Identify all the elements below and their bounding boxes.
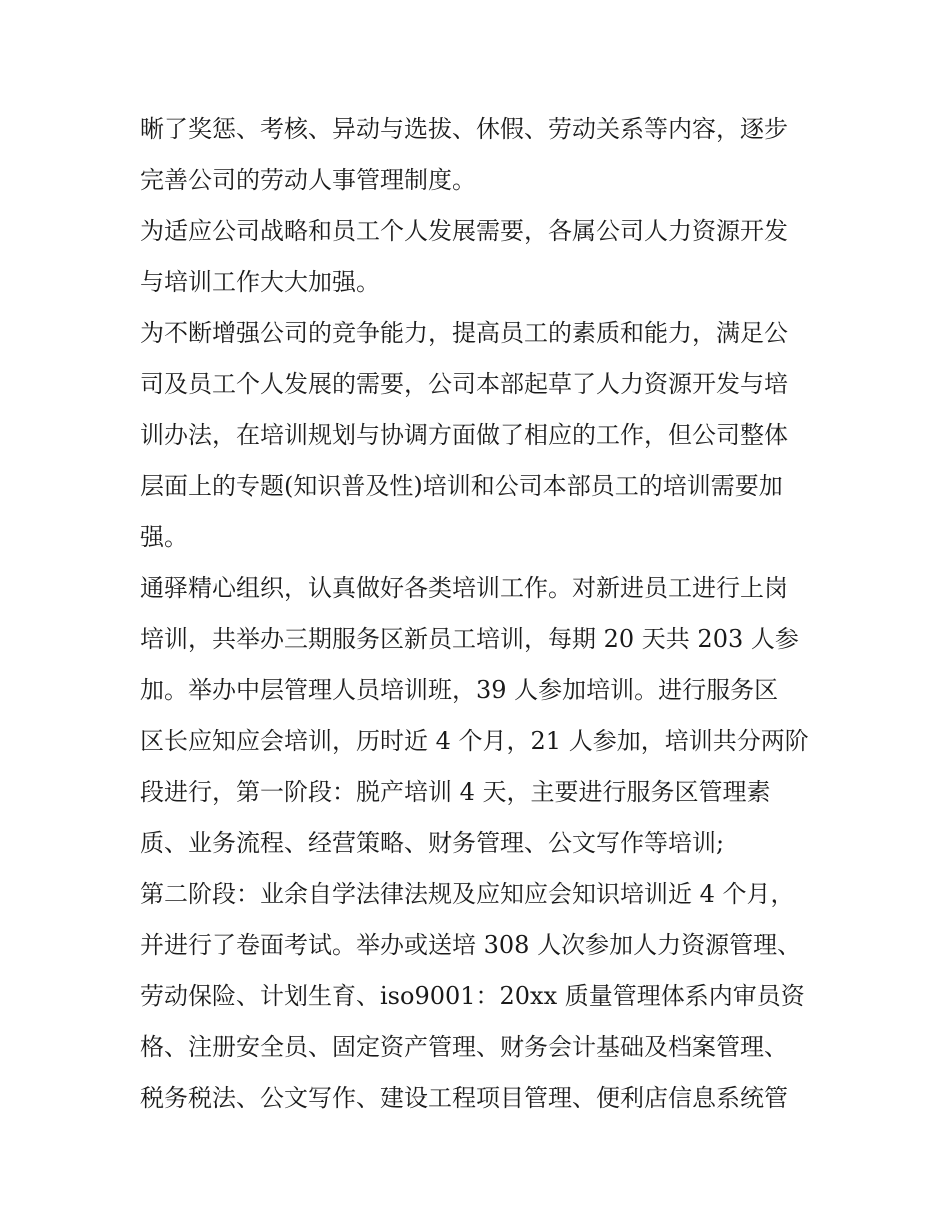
text-line: 段进行，第一阶段：脱产培训 4 天，主要进行服务区管理素 xyxy=(140,778,771,806)
text-line: 格、注册安全员、固定资产管理、财务会计基础及档案管理、 xyxy=(140,1033,788,1061)
text-line: 司及员工个人发展的需要，公司本部起草了人力资源开发与培 xyxy=(140,370,788,398)
text-line: 晰了奖惩、考核、异动与选拔、休假、劳动关系等内容，逐步 xyxy=(140,115,788,143)
text-line: 训办法，在培训规划与协调方面做了相应的工作，但公司整体 xyxy=(140,421,788,449)
text-line: 为适应公司战略和员工个人发展需要，各属公司人力资源开发 xyxy=(140,217,788,245)
text-line: 层面上的专题(知识普及性)培训和公司本部员工的培训需要加 xyxy=(140,472,783,500)
document-body xyxy=(140,104,840,1124)
text-line: 区长应知应会培训，历时近 4 个月，21 人参加，培训共分两阶 xyxy=(140,727,809,755)
text-line: 税务税法、公文写作、建设工程项目管理、便利店信息系统管 xyxy=(140,1084,788,1112)
text-line: 强。 xyxy=(140,523,188,551)
text-line: 培训，共举办三期服务区新员工培训，每期 20 天共 203 人参 xyxy=(140,625,799,653)
text-line: 完善公司的劳动人事管理制度。 xyxy=(140,166,476,194)
text-line: 通驿精心组织，认真做好各类培训工作。对新进员工进行上岗 xyxy=(140,574,788,602)
text-line: 劳动保险、计划生育、iso9001：20xx 质量管理体系内审员资 xyxy=(140,982,805,1010)
text-line: 第二阶段：业余自学法律法规及应知应会知识培训近 4 个月， xyxy=(140,880,795,908)
text-line: 为不断增强公司的竞争能力，提高员工的素质和能力，满足公 xyxy=(140,319,788,347)
text-line: 与培训工作大大加强。 xyxy=(140,268,380,296)
text-line: 并进行了卷面考试。举办或送培 308 人次参加人力资源管理、 xyxy=(140,931,802,959)
text-line: 质、业务流程、经营策略、财务管理、公文写作等培训; xyxy=(140,829,725,857)
text-line: 加。举办中层管理人员培训班，39 人参加培训。进行服务区 xyxy=(140,676,779,704)
